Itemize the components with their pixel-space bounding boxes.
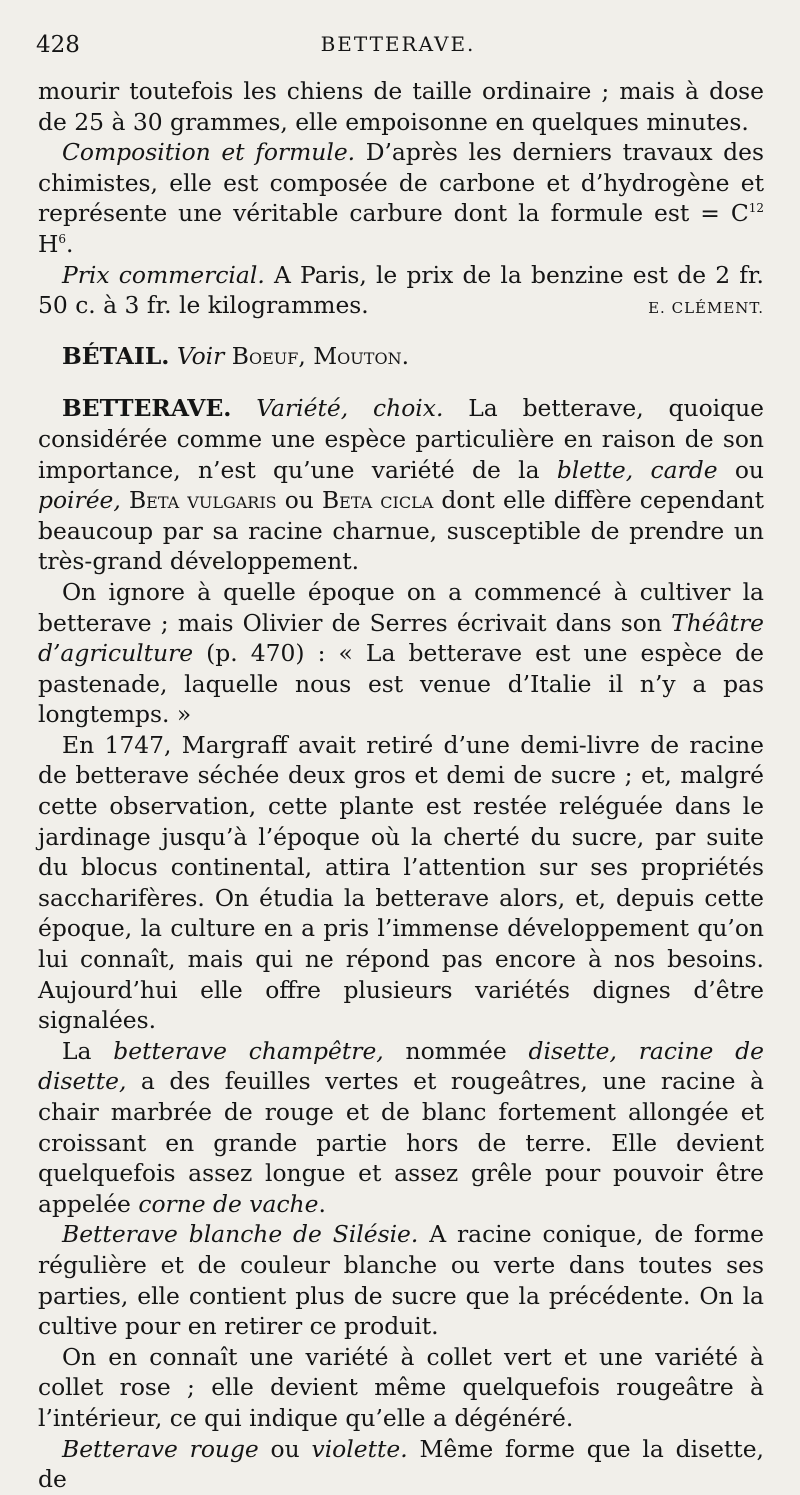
entry-betail: BÉTAIL. Voir Boeuf, Mouton. — [62, 341, 410, 370]
paragraph: mourir toutefois les chiens de taille ordinaire ; mais à dose de 25 à 30 grammes, elle empoisonne en quelques minutes. — [38, 77, 764, 136]
section-label: Composition et formule. — [62, 138, 356, 167]
paragraph: La betterave champêtre, nommée disette, racine de disette, a des feuilles vertes et rougeâtres, une racine à chair marbrée de rouge et de blanc fortement allongée et croissant en grande partie hors de terre. Elle devient quelquefois assez longue et assez grêle pour pouvoir être appelée corne de vache. — [38, 1036, 764, 1218]
paragraph: Composition et formule. D’après les derniers travaux des chimistes, elle est composée de carbone et d’hydrogène et représente une véritable carbure dont la formule est = $C^{12}$ $H^6$. — [38, 138, 764, 258]
paragraph: On ignore à quelle époque on a commencé à cultiver la betterave ; mais Olivier de Serres écrivait dans son Théâtre d’agriculture (p. 470) : « La betterave est une espèce de pastenade, laquelle nous est venue d’Italie il n’y a pas longtemps. » — [38, 577, 764, 729]
cross-reference: Boeuf — [231, 341, 299, 370]
section-label: Betterave rouge — [62, 1434, 259, 1463]
running-title: BETTERAVE. — [320, 32, 476, 56]
paragraph: Betterave rouge ou violette. Même forme que la disette, de — [38, 1434, 764, 1494]
body-text — [38, 76, 764, 1495]
author-signature: E. CLÉMENT. — [648, 299, 764, 318]
paragraph: Betterave blanche de Silésie. A racine conique, de forme régulière et de couleur blanche ou verte dans toutes ses parties, elle contient plus de sucre que la précédente. On la cultive pour en retirer ce produit. — [38, 1220, 764, 1341]
section-label: violette. — [311, 1434, 408, 1463]
paragraph: En 1747, Margraff avait retiré d’une demi-livre de racine de betterave séchée deux gros et demi de sucre ; et, malgré cette observation, cette plante est restée reléguée dans le jardinage jusqu’à l’époque où la cherté du sucre, par suite du blocus continental, attira l’attention sur ses propriétés saccharifères. On étudia la betterave alors, et, depuis cette époque, la culture en a pris l’immense développement qu’on lui connaît, mais qui ne répond pas encore à nos besoins. Aujourd’hui elle offre plusieurs variétés dignes d’être signalées. — [38, 730, 764, 1035]
section-label: Variété, choix. — [256, 394, 444, 423]
section-label: Prix commercial. — [62, 260, 265, 289]
section-label: Betterave blanche de Silésie. — [62, 1220, 419, 1249]
page-header — [36, 32, 760, 72]
entry-heading: BETTERAVE. — [62, 394, 232, 423]
entry-heading: BÉTAIL. — [62, 341, 170, 370]
paragraph: On en connaît une variété à collet vert et une variété à collet rose ; elle devient même quelquefois rougeâtre à l’intérieur, ce qui indique qu’elle a dégénéré. — [38, 1342, 764, 1432]
cross-reference: Mouton — [313, 341, 402, 370]
entry-betterave: BETTERAVE. Variété, choix. La betterave, quoique considérée comme une espèce particulière en raison de son importance, n’est qu’une variété de la blette, carde ou poirée, Beta vulgaris ou Beta cicla dont elle diffère cependant beaucoup par sa racine charnue, susceptible de prendre un très-grand développement. — [38, 394, 765, 576]
page-number: 428 — [36, 32, 80, 58]
paragraph: Prix commercial. A Paris, le prix de la benzine est de 2 fr. 50 c. à 3 fr. le kilogrammes. E. CLÉMENT. — [38, 260, 764, 321]
